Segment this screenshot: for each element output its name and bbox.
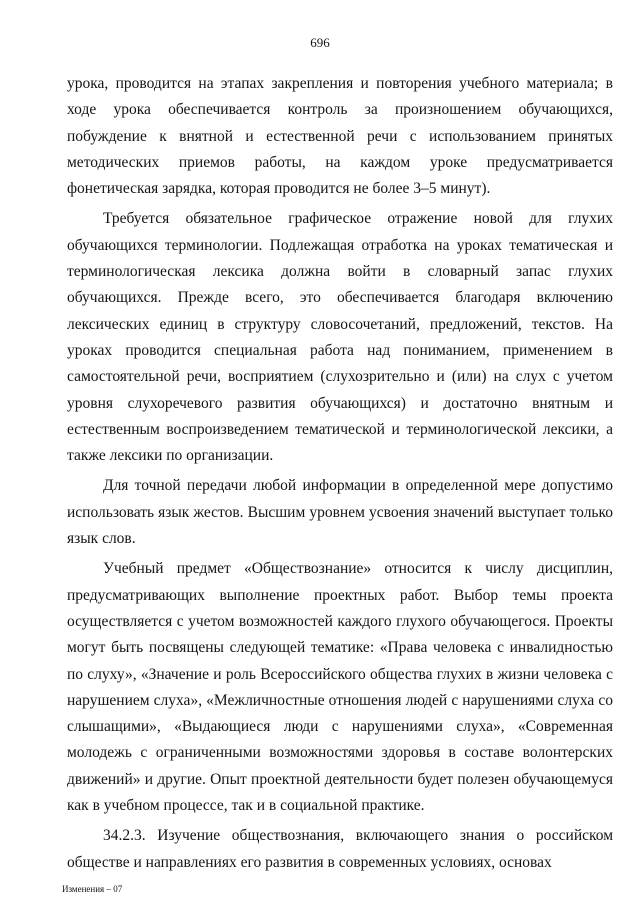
- paragraph-5: 34.2.3. Изучение обществознания, включающего знания о российском обществе и направлениях его развития в современных условиях, основах: [67, 827, 613, 871]
- paragraph-1: урока, проводится на этапах закрепления и повторения учебного материала; в ходе урока обеспечивается контроль за произношением обучающихся, побуждение к внятной и естественной речи с использованием принятых методических приемов работы, на каждом уроке предусматривается фонетическая зарядка, которая проводится не более 3–5 минут).: [67, 75, 613, 198]
- footer-note: Изменения – 07: [62, 884, 123, 894]
- paragraph-3: Для точной передачи любой информации в определенной мере допустимо использовать язык жестов. Высшим уровнем усвоения значений выступает только язык слов.: [67, 477, 613, 548]
- paragraph-2: Требуется обязательное графическое отражение новой для глухих обучающихся терминологии. Подлежащая отработка на уроках тематическая и терминологическая лексика должна войти в словарный запас глухих обучающихся. Прежде всего, это обеспечивается благодаря включению лексических единиц в структуру словосочетаний, предложений, текстов. На уроках проводится специальная работа над пониманием, применением в самостоятельной речи, восприятием (слухозрительно и (или) на слух с учетом уровня слухоречевого развития обучающихся) и достаточно внятным и естественным воспроизведением тематической и терминологической лексики, а также лексики по организации.: [67, 210, 613, 465]
- body-text: [67, 71, 613, 880]
- paragraph-4: Учебный предмет «Обществознание» относится к числу дисциплин, предусматривающих выполнение проектных работ. Выбор темы проекта осуществляется с учетом возможностей каждого глухого обучающегося. Проекты могут быть посвящены следующей тематике: «Права человека с инвалидностью по слуху», «Значение и роль Всероссийского общества глухих в жизни человека с нарушением слуха», «Межличностные отношения людей с нарушениями слуха со слышащими», «Выдающиеся люди с нарушениями слуха», «Современная молодежь с ограниченными возможностями здоровья в составе волонтерских движений» и другие. Опыт проектной деятельности будет полезен обучающемуся как в учебном процессе, так и в социальной практике.: [67, 560, 613, 815]
- page-number: 696: [310, 35, 330, 50]
